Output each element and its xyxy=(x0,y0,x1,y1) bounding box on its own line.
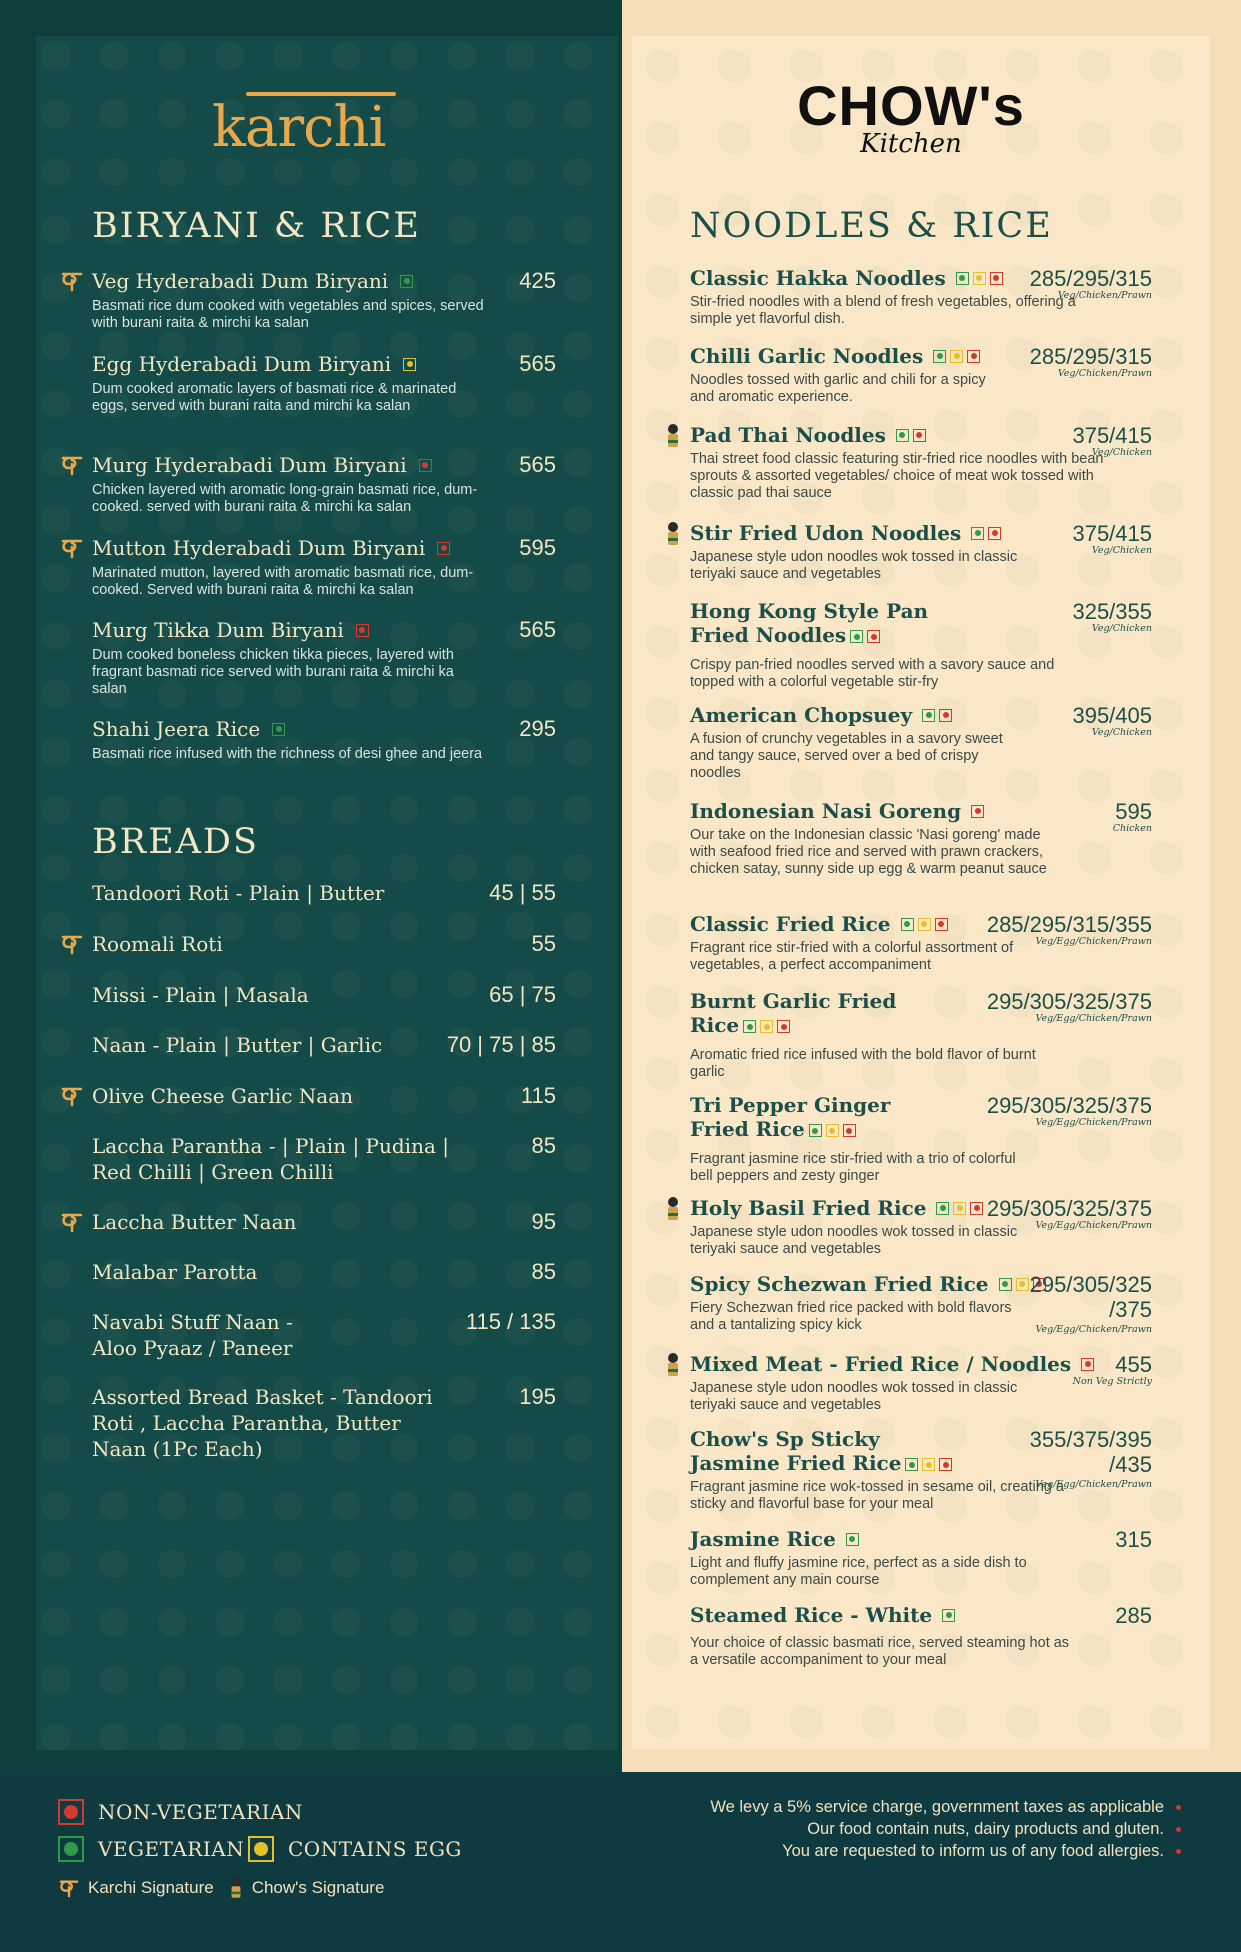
karchi-signature-icon xyxy=(58,1878,80,1898)
veg-icon xyxy=(942,1609,955,1622)
egg-icon xyxy=(760,1020,773,1033)
legend-veg: VEGETARIAN xyxy=(58,1836,244,1862)
karchi-logo: karchi xyxy=(212,78,422,158)
menu-item: Chilli Garlic Noodles 285/295/315 Veg/Chicken/Prawn Noodles tossed with garlic and chili for a spicy and aromatic experience. xyxy=(690,344,1152,405)
karchi-signature-icon xyxy=(60,933,84,955)
nonveg-icon xyxy=(988,527,1001,540)
menu-item: Burnt Garlic Fried Rice 295/305/325/375 Veg/Egg/Chicken/Prawn Aromatic fried rice infused with the bold flavor of burnt garlic xyxy=(690,989,1152,1080)
nonveg-icon xyxy=(971,805,984,818)
egg-icon xyxy=(953,1202,966,1215)
nonveg-icon xyxy=(867,630,880,643)
nonveg-icon xyxy=(777,1020,790,1033)
menu-item: Stir Fried Udon Noodles 375/415 Veg/Chicken Japanese style udon noodles wok tossed in classic teriyaki sauce and vegetables xyxy=(690,521,1152,583)
veg-icon xyxy=(922,709,935,722)
menu-item: American Chopsuey 395/405 Veg/Chicken A fusion of crunchy vegetables in a savory sweet and tangy sauce, served over a bed of crispy noodles xyxy=(690,703,1152,781)
menu-item: Shahi Jeera Rice 295 Basmati rice infused with the richness of desi ghee and jeera xyxy=(92,716,556,762)
menu-item: Classic Hakka Noodles 285/295/315 Veg/Chicken/Prawn Stir-fried noodles with a blend of fresh vegetables, offering a simple yet flavorful dish. xyxy=(690,266,1152,327)
karchi-signature-icon xyxy=(60,1085,84,1107)
nonveg-icon xyxy=(437,542,450,555)
chows-signature-icon xyxy=(664,1352,682,1378)
menu-item: Naan - Plain | Butter | Garlic 70 | 75 | 85 xyxy=(92,1032,556,1057)
nonveg-icon xyxy=(843,1124,856,1137)
menu-item: Malabar Parotta 85 xyxy=(92,1259,556,1284)
veg-icon xyxy=(846,1533,859,1546)
egg-icon xyxy=(918,918,931,931)
veg-icon xyxy=(400,275,413,288)
karchi-signature-icon xyxy=(60,1211,84,1233)
menu-item: Veg Hyderabadi Dum Biryani 425 Basmati rice dum cooked with vegetables and spices, served with burani raita & mirchi ka salan xyxy=(92,268,556,332)
menu-item: Tri Pepper Ginger Fried Rice 295/305/325/375 Veg/Egg/Chicken/Prawn Fragrant jasmine rice stir-fried with a trio of colorful bell peppers and zesty ginger xyxy=(690,1093,1152,1184)
nonveg-icon xyxy=(990,272,1003,285)
egg-icon xyxy=(973,272,986,285)
menu-item: Olive Cheese Garlic Naan 115 xyxy=(92,1083,556,1109)
veg-icon xyxy=(936,1202,949,1215)
menu-item: Laccha Butter Naan 95 xyxy=(92,1209,556,1235)
veg-icon xyxy=(743,1020,756,1033)
menu-item: Navabi Stuff Naan - Aloo Pyaaz / Paneer 115 / 135 xyxy=(92,1309,556,1360)
veg-icon xyxy=(896,429,909,442)
egg-icon xyxy=(248,1836,274,1862)
signature-legend: Karchi Signature Chow's Signature xyxy=(58,1876,384,1900)
legend-nonveg: NON-VEGETARIAN xyxy=(58,1799,303,1825)
menu-item: Holy Basil Fried Rice 295/305/325/375 Veg/Egg/Chicken/Prawn Japanese style udon noodles wok tossed in classic teriyaki sauce and vegetables xyxy=(690,1196,1152,1258)
chows-signature-icon xyxy=(664,1196,682,1222)
karchi-signature-icon xyxy=(60,454,84,476)
chows-signature-icon xyxy=(228,1876,244,1900)
menu-item: Jasmine Rice 315 Light and fluffy jasmine rice, perfect as a side dish to complement any main course xyxy=(690,1527,1152,1588)
menu-item: Missi - Plain | Masala 65 | 75 xyxy=(92,982,556,1007)
karchi-signature-icon xyxy=(60,537,84,559)
veg-icon xyxy=(809,1124,822,1137)
veg-icon xyxy=(58,1836,84,1862)
breads-heading: BREADS xyxy=(92,822,259,862)
footer-notes: We levy a 5% service charge, government taxes as applicable Our food contain nuts, dairy products and gluten. You are requested to inform us of any food allergies. xyxy=(710,1796,1181,1862)
chows-signature-icon xyxy=(664,423,682,449)
nonveg-icon xyxy=(58,1799,84,1825)
menu-item: Indonesian Nasi Goreng 595 Chicken Our take on the Indonesian classic 'Nasi goreng' made with seafood fried rice and served with prawn crackers, chicken satay, sunny side up egg & warm peanut sauce xyxy=(690,799,1152,877)
menu-item: Murg Tikka Dum Biryani 565 Dum cooked boneless chicken tikka pieces, layered with fragrant basmati rice served with burani raita & mirchi ka salan xyxy=(92,617,556,697)
veg-icon xyxy=(901,918,914,931)
menu-item: Egg Hyderabadi Dum Biryani 565 Dum cooked aromatic layers of basmati rice & marinated eggs, served with burani raita and mirchi ka salan xyxy=(92,351,556,414)
nonveg-icon xyxy=(356,624,369,637)
veg-icon xyxy=(850,630,863,643)
menu-item: Mixed Meat - Fried Rice / Noodles 455 Non Veg Strictly Japanese style udon noodles wok tossed in classic teriyaki sauce and vegetables xyxy=(690,1352,1152,1414)
noodles-heading: NOODLES & RICE xyxy=(690,206,1053,246)
menu-item: Steamed Rice - White 285 Your choice of classic basmati rice, served steaming hot as a versatile accompaniment to your meal xyxy=(690,1603,1152,1668)
nonveg-icon xyxy=(970,1202,983,1215)
nonveg-icon xyxy=(939,709,952,722)
menu-item: Mutton Hyderabadi Dum Biryani 595 Marinated mutton, layered with aromatic basmati rice, dum-cooked. Served with burani raita & mirchi ka salan xyxy=(92,535,556,599)
menu-item: Assorted Bread Basket - Tandoori Roti , Laccha Parantha, Butter Naan (1Pc Each) 195 xyxy=(92,1384,556,1461)
nonveg-icon xyxy=(1081,1358,1094,1371)
menu-item: Spicy Schezwan Fried Rice 295/305/325 /375 Veg/Egg/Chicken/Prawn Fiery Schezwan fried rice packed with bold flavors and a tantalizing spicy kick xyxy=(690,1272,1152,1335)
nonveg-icon xyxy=(967,350,980,363)
karchi-signature-icon xyxy=(60,270,84,292)
egg-icon xyxy=(950,350,963,363)
nonveg-icon xyxy=(419,459,432,472)
menu-item: Hong Kong Style Pan Fried Noodles 325/355 Veg/Chicken Crispy pan-fried noodles served with a savory sauce and topped with a colorful vegetable stir-fry xyxy=(690,599,1152,690)
nonveg-icon xyxy=(939,1458,952,1471)
menu-item: Classic Fried Rice 285/295/315/355 Veg/Egg/Chicken/Prawn Fragrant rice stir-fried with a colorful assortment of vegetables, a perfect accompaniment xyxy=(690,912,1152,973)
veg-icon xyxy=(971,527,984,540)
legend-egg: CONTAINS EGG xyxy=(248,1836,462,1862)
nonveg-icon xyxy=(935,918,948,931)
veg-icon xyxy=(933,350,946,363)
menu-item: Chow's Sp Sticky Jasmine Fried Rice 355/375/395 /435 Veg/Egg/Chicken/Prawn Fragrant jasmine rice wok-tossed in sesame oil, creating a sticky and flavorful base for your meal xyxy=(690,1427,1152,1512)
veg-icon xyxy=(272,723,285,736)
menu-item: Pad Thai Noodles 375/415 Veg/Chicken Thai street food classic featuring stir-fried rice noodles with bean sprouts & assorted vegetables/ choice of meat wok tossed with classic pad thai sauce xyxy=(690,423,1152,502)
egg-icon xyxy=(922,1458,935,1471)
veg-icon xyxy=(905,1458,918,1471)
menu-item: Tandoori Roti - Plain | Butter 45 | 55 xyxy=(92,880,556,905)
nonveg-icon xyxy=(913,429,926,442)
veg-icon xyxy=(956,272,969,285)
chows-logo: CHOW's Kitchen xyxy=(797,74,1025,159)
menu-item: Murg Hyderabadi Dum Biryani 565 Chicken layered with aromatic long-grain basmati rice, dum-cooked. served with burani raita & mirchi ka salan xyxy=(92,452,556,516)
menu-item: Laccha Parantha - | Plain | Pudina | Red Chilli | Green Chilli 85 xyxy=(92,1133,556,1184)
chows-signature-icon xyxy=(664,521,682,547)
biryani-heading: BIRYANI & RICE xyxy=(92,206,421,246)
egg-icon xyxy=(403,358,416,371)
egg-icon xyxy=(826,1124,839,1137)
menu-item: Roomali Roti 55 xyxy=(92,931,556,957)
